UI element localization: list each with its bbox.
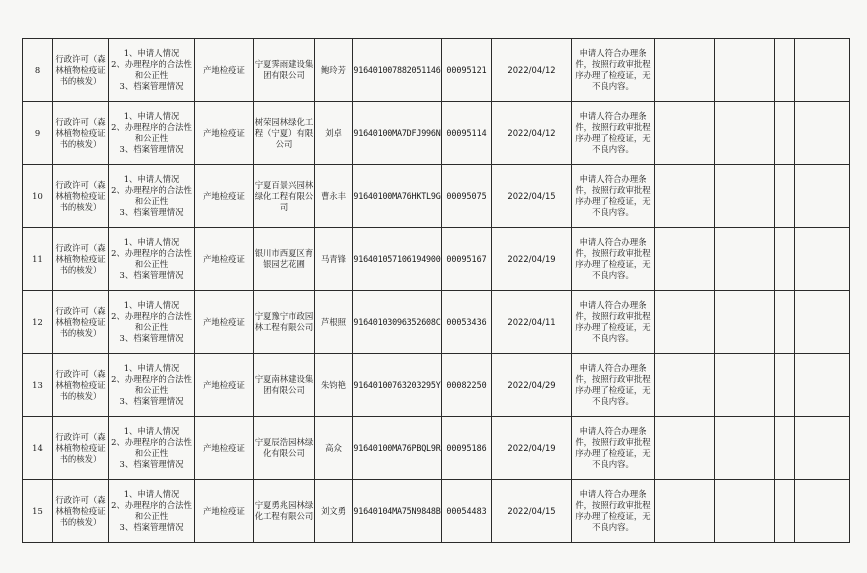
blank-cell [715,102,775,165]
inspection-requirements [109,480,195,543]
blank-cell [795,165,850,228]
blank-cell [775,165,795,228]
table-row [23,291,850,354]
company-name: 宁夏勇兆园林绿化工程有限公司 [254,480,315,543]
inspection-result: 申请人符合办理条件，按照行政审批程序办理了检疫证，无不良内容。 [572,39,655,102]
company-name: 宁夏豫宁市政园林工程有限公司 [254,291,315,354]
blank-cell [775,354,795,417]
requirement-line: 2、办理程序的合法性 [111,500,192,510]
issue-date: 2022/04/15 [492,480,572,543]
blank-cell [655,102,715,165]
requirement-line: 3、档案管理情况 [119,270,184,280]
credit-code: 91640100MA76HKTL9G [353,165,442,228]
requirement-line: 和公正性 [134,196,169,206]
issue-date: 2022/04/11 [492,291,572,354]
row-number: 12 [23,291,53,354]
requirement-line: 2、办理程序的合法性 [111,374,192,384]
requirement-line: 2、办理程序的合法性 [111,59,192,69]
requirement-line: 1、申请人情况 [123,237,180,247]
inspection-requirements [109,228,195,291]
requirement-line: 和公正性 [134,385,169,395]
blank-cell [655,228,715,291]
inspection-requirements [109,39,195,102]
table-row [23,165,850,228]
item-category: 行政许可（森林植物检疫证书的核发） [53,228,109,291]
certificate-type: 产地检疫证 [195,354,254,417]
certificate-type: 产地检疫证 [195,165,254,228]
credit-code: 91640104MA75N9848B [353,480,442,543]
certificate-type: 产地检疫证 [195,417,254,480]
blank-cell [775,102,795,165]
company-name: 树荣园林绿化工程（宁夏）有限公司 [254,102,315,165]
issue-date: 2022/04/19 [492,228,572,291]
blank-cell [715,291,775,354]
company-name: 银川市西夏区育银园艺花圃 [254,228,315,291]
requirement-line: 3、档案管理情况 [119,459,184,469]
row-number: 14 [23,417,53,480]
contact-person: 刘卓 [315,102,353,165]
contact-person: 刘文勇 [315,480,353,543]
credit-code: 91640100763203295Y [353,354,442,417]
blank-cell [715,417,775,480]
blank-cell [775,480,795,543]
blank-cell [775,228,795,291]
requirement-line: 2、办理程序的合法性 [111,248,192,258]
table-row [23,480,850,543]
certificate-type: 产地检疫证 [195,39,254,102]
blank-cell [775,39,795,102]
blank-cell [795,354,850,417]
requirement-line: 和公正性 [134,133,169,143]
certificate-number: 00095114 [442,102,492,165]
issue-date: 2022/04/12 [492,102,572,165]
inspection-result: 申请人符合办理条件，按照行政审批程序办理了检疫证，无不良内容。 [572,480,655,543]
requirement-line: 3、档案管理情况 [119,333,184,343]
inspection-requirements [109,291,195,354]
table-row [23,39,850,102]
credit-code: 916401007882051146 [353,39,442,102]
row-number: 10 [23,165,53,228]
inspection-record-table [22,38,850,543]
inspection-requirements [109,102,195,165]
blank-cell [775,417,795,480]
requirement-line: 和公正性 [134,511,169,521]
table-row [23,354,850,417]
requirement-line: 3、档案管理情况 [119,207,184,217]
inspection-result: 申请人符合办理条件，按照行政审批程序办理了检疫证，无不良内容。 [572,102,655,165]
row-number: 9 [23,102,53,165]
item-category: 行政许可（森林植物检疫证书的核发） [53,165,109,228]
item-category: 行政许可（森林植物检疫证书的核发） [53,291,109,354]
blank-cell [795,228,850,291]
requirement-line: 2、办理程序的合法性 [111,311,192,321]
requirement-line: 1、申请人情况 [123,111,180,121]
inspection-requirements [109,354,195,417]
blank-cell [655,354,715,417]
inspection-requirements [109,417,195,480]
blank-cell [655,291,715,354]
requirement-line: 1、申请人情况 [123,489,180,499]
blank-cell [655,417,715,480]
item-category: 行政许可（森林植物检疫证书的核发） [53,102,109,165]
credit-code: 916401057106194900 [353,228,442,291]
requirement-line: 3、档案管理情况 [119,522,184,532]
certificate-number: 00082250 [442,354,492,417]
blank-cell [715,39,775,102]
inspection-result: 申请人符合办理条件，按照行政审批程序办理了检疫证，无不良内容。 [572,228,655,291]
company-name: 宁夏百景兴园林绿化工程有限公司 [254,165,315,228]
blank-cell [795,480,850,543]
certificate-number: 00095075 [442,165,492,228]
row-number: 15 [23,480,53,543]
certificate-type: 产地检疫证 [195,291,254,354]
certificate-number: 00095186 [442,417,492,480]
blank-cell [715,165,775,228]
certificate-number: 00054483 [442,480,492,543]
inspection-result: 申请人符合办理条件，按照行政审批程序办理了检疫证，无不良内容。 [572,291,655,354]
blank-cell [775,291,795,354]
inspection-result: 申请人符合办理条件，按照行政审批程序办理了检疫证，无不良内容。 [572,165,655,228]
row-number: 8 [23,39,53,102]
inspection-requirements [109,165,195,228]
inspection-result: 申请人符合办理条件，按照行政审批程序办理了检疫证，无不良内容。 [572,417,655,480]
table-row [23,417,850,480]
blank-cell [655,480,715,543]
requirement-line: 和公正性 [134,259,169,269]
item-category: 行政许可（森林植物检疫证书的核发） [53,417,109,480]
credit-code: 91640103096352608C [353,291,442,354]
requirement-line: 3、档案管理情况 [119,144,184,154]
contact-person: 芦根照 [315,291,353,354]
requirement-line: 和公正性 [134,448,169,458]
certificate-type: 产地检疫证 [195,480,254,543]
requirement-line: 和公正性 [134,322,169,332]
blank-cell [715,480,775,543]
certificate-number: 00095121 [442,39,492,102]
requirement-line: 1、申请人情况 [123,426,180,436]
table-row [23,102,850,165]
credit-code: 91640100MA76PBQL9R [353,417,442,480]
blank-cell [795,39,850,102]
contact-person: 朱钧艳 [315,354,353,417]
company-name: 宁夏南林建设集团有限公司 [254,354,315,417]
blank-cell [715,228,775,291]
row-number: 13 [23,354,53,417]
requirement-line: 2、办理程序的合法性 [111,185,192,195]
issue-date: 2022/04/29 [492,354,572,417]
requirement-line: 3、档案管理情况 [119,396,184,406]
row-number: 11 [23,228,53,291]
company-name: 宁夏霁雨建设集团有限公司 [254,39,315,102]
blank-cell [795,291,850,354]
issue-date: 2022/04/19 [492,417,572,480]
item-category: 行政许可（森林植物检疫证书的核发） [53,39,109,102]
contact-person: 高众 [315,417,353,480]
contact-person: 马青锋 [315,228,353,291]
certificate-number: 00095167 [442,228,492,291]
requirement-line: 3、档案管理情况 [119,81,184,91]
certificate-type: 产地检疫证 [195,102,254,165]
issue-date: 2022/04/12 [492,39,572,102]
item-category: 行政许可（森林植物检疫证书的核发） [53,354,109,417]
requirement-line: 和公正性 [134,70,169,80]
certificate-number: 00053436 [442,291,492,354]
blank-cell [655,39,715,102]
requirement-line: 1、申请人情况 [123,48,180,58]
requirement-line: 1、申请人情况 [123,300,180,310]
company-name: 宁夏辰浩园林绿化有限公司 [254,417,315,480]
blank-cell [795,102,850,165]
requirement-line: 2、办理程序的合法性 [111,437,192,447]
table-row [23,228,850,291]
blank-cell [655,165,715,228]
blank-cell [795,417,850,480]
issue-date: 2022/04/15 [492,165,572,228]
certificate-type: 产地检疫证 [195,228,254,291]
item-category: 行政许可（森林植物检疫证书的核发） [53,480,109,543]
blank-cell [715,354,775,417]
requirement-line: 1、申请人情况 [123,363,180,373]
requirement-line: 1、申请人情况 [123,174,180,184]
requirement-line: 2、办理程序的合法性 [111,122,192,132]
inspection-result: 申请人符合办理条件，按照行政审批程序办理了检疫证，无不良内容。 [572,354,655,417]
contact-person: 鲍玲芳 [315,39,353,102]
credit-code: 91640100MA7DFJ996N [353,102,442,165]
contact-person: 曹永丰 [315,165,353,228]
